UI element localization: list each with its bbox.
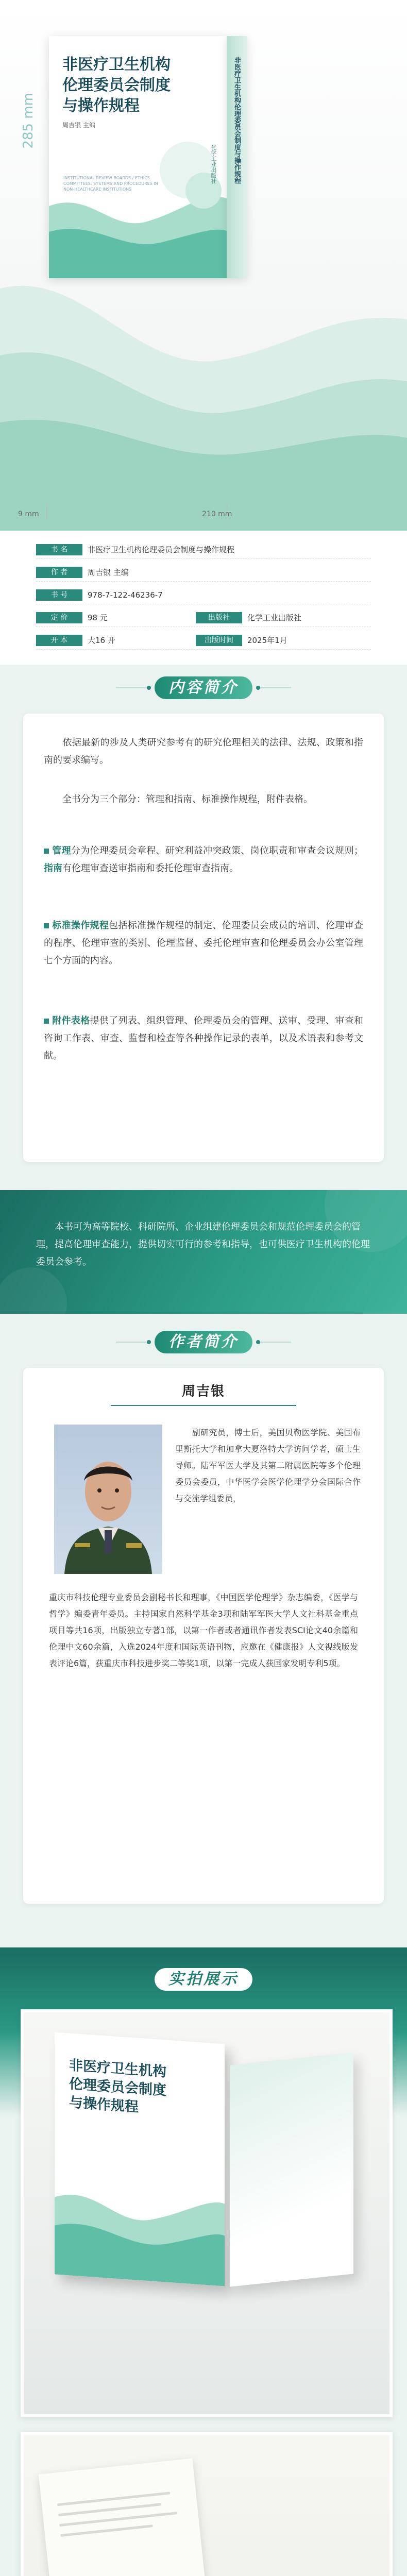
intro-text: 有伦理审查送审指南和委托伦理审查指南。	[62, 863, 239, 874]
photo-cover-title-line: 非医疗卫生机构	[69, 2057, 166, 2080]
author-photo	[54, 1425, 162, 1574]
book-front-photo	[55, 2032, 225, 2286]
info-key: 出版社	[196, 612, 242, 623]
divider-dot	[147, 686, 151, 690]
author-portrait	[54, 1425, 162, 1574]
text-line	[60, 2524, 153, 2537]
photo-page	[39, 2458, 215, 2576]
info-key: 作 者	[36, 567, 82, 578]
bullet-icon	[44, 1019, 49, 1024]
info-key: 书 名	[36, 544, 82, 555]
info-value: 98 元	[88, 613, 108, 622]
cover-subtitle-en: INSTITUTIONAL REVIEW BOARDS / ETHICS COMMITTEES: SYSTEMS AND PROCEDURES IN NON-HEALTHCARE INSTITUTIONS	[63, 176, 158, 192]
intro-highlight: 管理	[52, 845, 71, 856]
author-bio-body	[49, 1589, 358, 1672]
author-bio-side	[175, 1425, 361, 1507]
book-front-cover	[49, 36, 227, 278]
intro-text: 分为伦理委员会章程、研究利益冲突政策、岗位职责和审查会议规则；	[71, 845, 364, 856]
cover-publisher: 化学工业出版社	[210, 144, 217, 184]
photo-inner-page-part	[21, 2432, 393, 2576]
audience-band	[0, 1190, 407, 1314]
info-key: 书 号	[36, 589, 82, 601]
author-section	[0, 1314, 407, 1947]
info-row-title	[36, 541, 371, 559]
author-header	[0, 1321, 407, 1363]
info-value: 大16 开	[88, 636, 115, 645]
text-line	[58, 2503, 161, 2516]
spine-title: 非医疗卫生机构伦理委员会制度与操作规程	[233, 57, 241, 184]
photo-book-cover	[21, 2009, 393, 2417]
author-card	[23, 1368, 384, 1904]
divider-dot	[147, 1340, 151, 1344]
info-value: 2025年1月	[247, 636, 287, 645]
audience-text	[36, 1218, 371, 1271]
author-name: 周吉银	[181, 1384, 225, 1399]
section-title: 实拍展示	[155, 1968, 252, 1991]
photo-cover-title-line: 与操作规程	[69, 2094, 139, 2115]
audience-text-content: 本书可为高等院校、科研院所、企业组建伦理委员会和规范伦理委员会的管理，提高伦理审查能力，提供切实可行的参考和指导，也可供医疗卫生机构的伦理委员会参考。	[36, 1222, 370, 1267]
bullet-icon	[44, 849, 49, 854]
intro-highlight: 附件表格	[52, 1015, 90, 1026]
divider-dot	[256, 686, 260, 690]
info-row-price	[36, 609, 371, 627]
cover-editor: 周吉银 主编	[62, 122, 95, 129]
divider	[111, 1405, 296, 1406]
cover-title-line-3: 与操作规程	[62, 97, 140, 115]
divider	[116, 687, 147, 688]
info-value: 978-7-122-46236-7	[88, 590, 163, 600]
hero-section	[0, 0, 407, 531]
intro-highlight: 指南	[44, 863, 62, 874]
info-row-format	[36, 632, 371, 650]
intro-paragraph	[44, 734, 363, 769]
dimension-spine-width: 9 mm	[18, 510, 39, 518]
content-intro-header	[0, 667, 407, 708]
intro-paragraph	[44, 917, 363, 970]
cover-title-line-2: 伦理委员会制度	[62, 76, 171, 94]
photo-showcase-section	[0, 1947, 407, 2576]
dimension-tick	[46, 505, 47, 520]
photo-cover-title-line: 伦理委员会制度	[69, 2076, 166, 2099]
info-key: 出版时间	[196, 635, 242, 646]
info-row-author	[36, 564, 371, 582]
info-value: 非医疗卫生机构伦理委员会制度与操作规程	[88, 545, 235, 554]
divider-dot	[256, 1340, 260, 1344]
divider	[260, 687, 291, 688]
intro-highlight: 标准操作规程	[52, 920, 109, 931]
section-title: 内容简介	[155, 676, 252, 699]
content-intro-section	[0, 665, 407, 1190]
intro-text: 依据最新的涉及人类研究参考有的研究伦理相关的法律、法规、政策和指南的要求编写。	[44, 737, 364, 766]
intro-paragraph	[44, 1012, 363, 1065]
book-back-photo	[230, 2052, 353, 2286]
intro-paragraph	[44, 791, 363, 808]
info-key: 开 本	[36, 635, 82, 646]
photo-cover-title	[69, 2056, 198, 2121]
intro-text: 提供了列表、组织管理、伦理委员会的管理、送审、受理、审查和咨询工作表、审查、监督和检查等各种操作记录的表单，以及术语表和参考文献。	[44, 1015, 363, 1061]
bullet-icon	[44, 923, 49, 928]
info-value: 周吉银 主编	[88, 568, 129, 577]
dimension-width: 210 mm	[202, 510, 232, 518]
author-bio-text: 重庆市科技伦理专业委员会副秘书长和理事，《中国医学伦理学》杂志编委，《医学与哲学》编委青年委员。主持国家自然科学基金3项和陆军军医大学人文社科基金重点项目等共16项，出版独立专著1部，以第一作者或者通讯作者发表SCI论文40余篇和伦理中文60余篇，入选2024年度和国际英语刊物，应邀在《健康报》人文视线版发表评论6篇，获重庆市科技进步奖二等奖1项，以第一完成人获国家发明专利5项。	[49, 1592, 358, 1668]
info-value: 化学工业出版社	[247, 613, 302, 622]
book-spine	[227, 36, 247, 278]
divider	[116, 1342, 147, 1343]
info-key: 定 价	[36, 612, 82, 623]
cover-title-line-1: 非医疗卫生机构	[62, 56, 171, 74]
divider	[260, 1342, 291, 1343]
intro-text: 全书分为三个部分：管理和指南、标准操作规程，附件表格。	[62, 794, 313, 805]
content-intro-card	[23, 714, 384, 1162]
author-bio-text: 副研究员，博士后，美国贝勒医学院、美国布里斯托大学和加拿大夏洛特大学访问学者，硕士生导师。陆军军医大学及其第二附属医院等多个伦理委员会委员，中华医学会医学伦理学分会国际合作与交流学组委员，	[175, 1428, 361, 1503]
dimension-height: 285 mm	[21, 93, 36, 149]
intro-paragraph	[44, 842, 363, 877]
intro-text: 包括标准操作规程的制定、伦理委员会成员的培训、伦理审查的程序、伦理审查的类别、伦理监督、委托伦理审查和伦理委员会办公室管理七个方面的内容。	[44, 920, 364, 966]
info-row-isbn	[36, 586, 371, 604]
section-title: 作者简介	[155, 1331, 252, 1353]
book-info-table	[0, 531, 407, 665]
